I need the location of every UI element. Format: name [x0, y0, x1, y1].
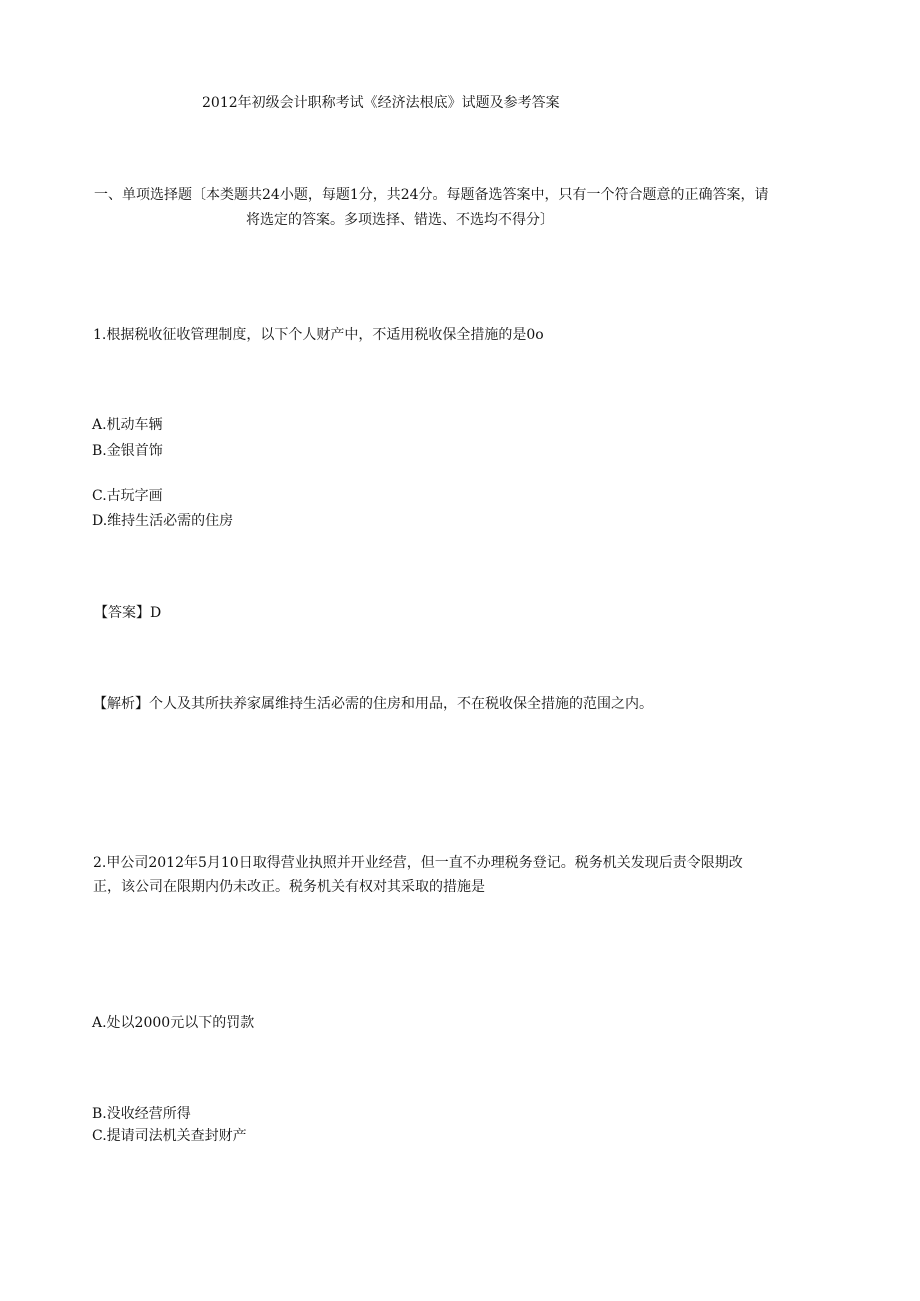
section-heading-line2: 将选定的答案。多项选择、错选、不选均不得分〕 — [246, 212, 554, 228]
question-2-option-c: C.提请司法机关查封财产 — [92, 1128, 247, 1144]
question-1-option-a: A.机动车辆 — [92, 417, 163, 433]
question-2-option-a: A.处以2000元以下的罚款 — [92, 1015, 255, 1031]
question-2-stem-line2: 正，该公司在限期内仍未改正。税务机关有权对其采取的措施是 — [93, 879, 485, 895]
question-1-analysis: 【解析】个人及其所扶养家属维持生活必需的住房和用品，不在税收保全措施的范围之内。 — [93, 696, 653, 712]
question-1-option-c: C.古玩字画 — [92, 488, 163, 504]
question-1-stem: 1.根据税收征收管理制度，以下个人财产中，不适用税收保全措施的是0o — [93, 327, 544, 343]
question-2-option-b: B.没收经营所得 — [92, 1106, 191, 1122]
question-2-stem-line1: 2.甲公司2012年5月10日取得营业执照并开业经营，但一直不办理税务登记。税务机关发现后责令限期改 — [93, 855, 743, 871]
question-1-option-d: D.维持生活必需的住房 — [92, 513, 234, 529]
question-1-option-b: B.金银首饰 — [92, 443, 163, 459]
document-title: 2012年初级会计职称考试《经济法根底》试题及参考答案 — [202, 95, 560, 111]
section-heading-line1: 一、单项选择题〔本类题共24小题，每题1分，共24分。每题备选答案中，只有一个符合题意的正确答案，请 — [94, 187, 769, 203]
question-1-answer: 【答案】D — [94, 605, 162, 621]
